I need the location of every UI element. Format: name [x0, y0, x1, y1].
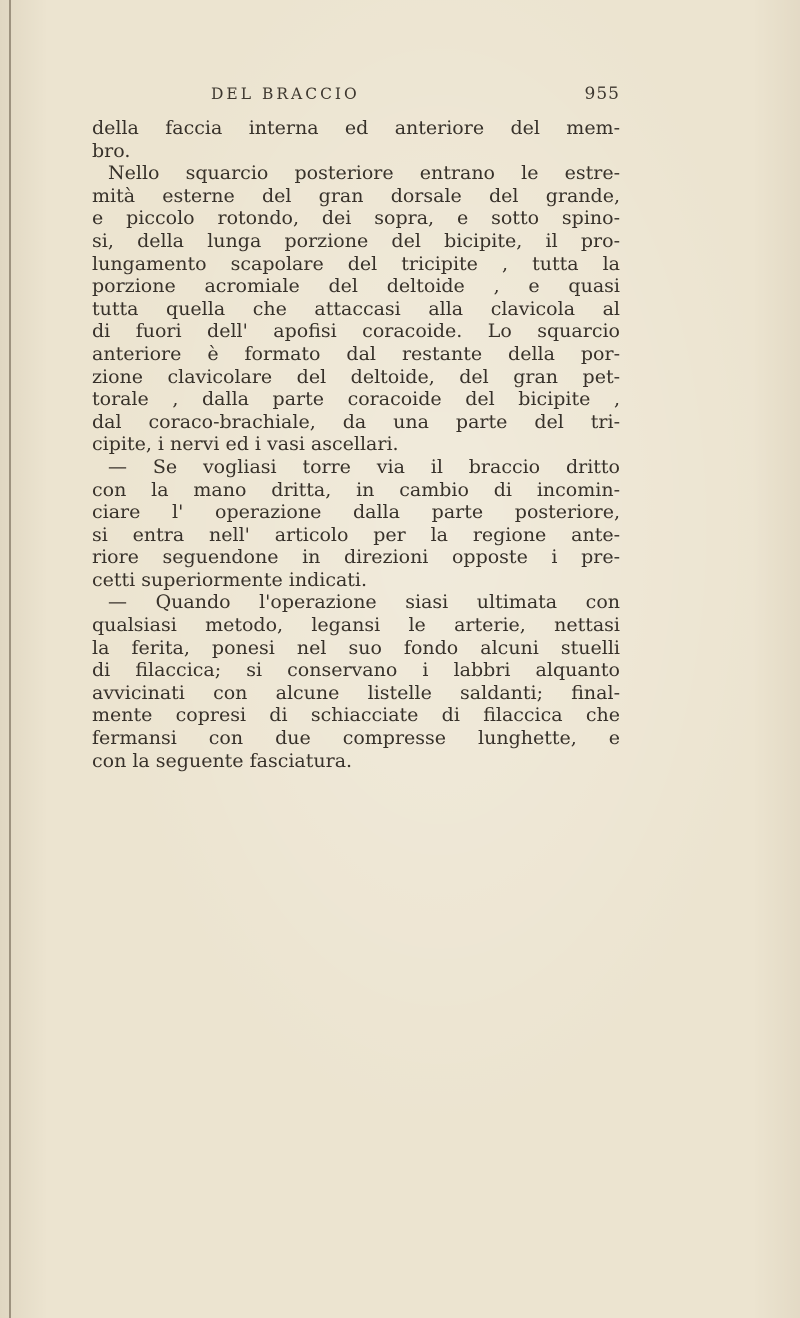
text-line: riore seguendone in direzioni opposte i pre- — [92, 546, 620, 569]
text-line: di filaccica; si conservano i labbri alquanto — [92, 659, 620, 682]
text-line: e piccolo rotondo, dei sopra, e sotto spino- — [92, 207, 620, 230]
text-line: si entra nell' articolo per la regione ante- — [92, 523, 620, 546]
text-line: zione clavicolare del deltoide, del gran pet- — [92, 365, 620, 388]
paragraph — [92, 162, 620, 456]
text-line: dal coraco-brachiale, da una parte del tri- — [92, 410, 620, 433]
text-line: ciare l' operazione dalla parte posteriore, — [92, 501, 620, 524]
paragraph — [92, 591, 620, 772]
text-line: si, della lunga porzione del bicipite, il pro- — [92, 229, 620, 252]
text-line: la ferita, ponesi nel suo fondo alcuni stuelli — [92, 636, 620, 659]
text-line: cetti superiormente indicati. — [92, 568, 368, 591]
text-line: di fuori dell' apofisi coracoide. Lo squarcio — [92, 320, 620, 343]
running-head — [92, 84, 620, 104]
text-line: con la seguente fasciatura. — [92, 749, 353, 772]
text-line: avvicinati con alcune listelle saldanti; final- — [92, 681, 620, 704]
text-line: — Se vogliasi torre via il braccio dritto — [108, 455, 620, 478]
text-line: torale , dalla parte coracoide del bicipite , — [92, 388, 620, 411]
paragraph — [92, 456, 620, 592]
paragraph — [92, 117, 620, 162]
text-line: della faccia interna ed anteriore del mem- — [92, 117, 620, 139]
text-line: tutta quella che attaccasi alla clavicola al — [92, 297, 620, 320]
text-line: fermansi con due compresse lunghette, e — [92, 727, 620, 750]
text-block — [92, 84, 620, 772]
text-line: bro. — [92, 139, 131, 162]
text-line: — Quando l'operazione siasi ultimata con — [108, 591, 620, 614]
body-text — [92, 117, 620, 772]
page-number: 955 — [584, 84, 620, 104]
text-line: mente copresi di schiacciate di filaccica che — [92, 704, 620, 727]
text-line: con la mano dritta, in cambio di incomin- — [92, 478, 620, 501]
text-line: cipite, i nervi ed i vasi ascellari. — [92, 433, 399, 456]
text-line: mità esterne del gran dorsale del grande, — [92, 184, 620, 207]
text-line: anteriore è formato dal restante della por- — [92, 342, 620, 365]
text-line: porzione acromiale del deltoide , e quasi — [92, 275, 620, 298]
text-line: lungamento scapolare del tricipite , tutta la — [92, 252, 620, 275]
text-line: Nello squarcio posteriore entrano le estre- — [108, 162, 620, 185]
running-head-title: DEL BRACCIO — [211, 85, 360, 103]
text-line: qualsiasi metodo, legansi le arterie, nettasi — [92, 614, 620, 637]
page-edge-line — [9, 0, 11, 1318]
